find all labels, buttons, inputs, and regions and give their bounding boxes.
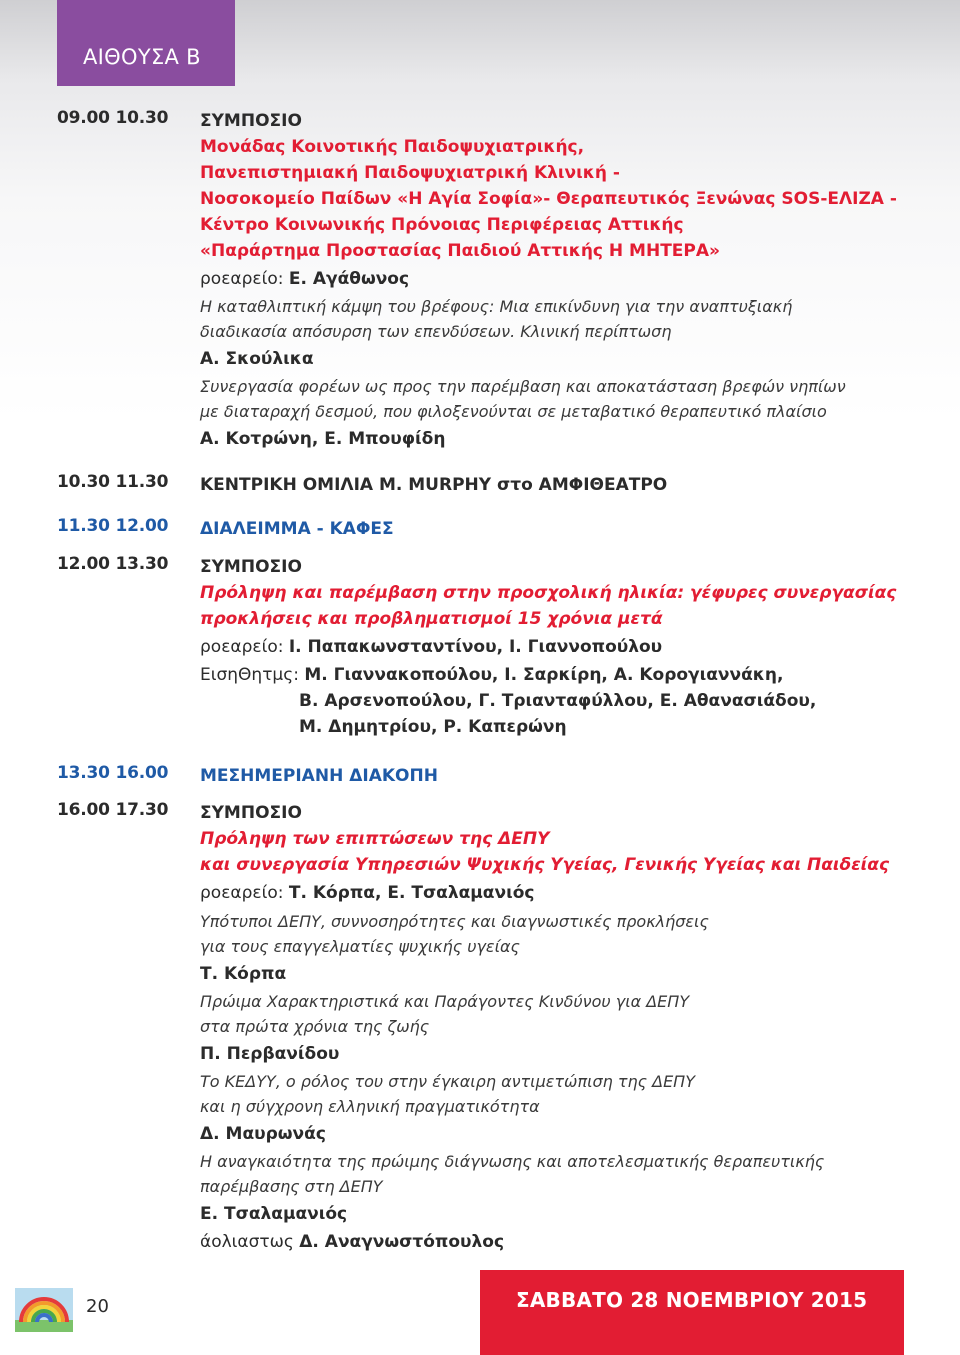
chair-line (200, 634, 937, 660)
session-3 (57, 516, 937, 542)
talk (200, 1069, 937, 1147)
chair-names: Ε. Αγάθωνος (288, 269, 410, 289)
talk-title-line: Πρώιμα Χαρακτηριστικά και Παράγοντες Κινδύνου για ΔΕΠΥ (200, 992, 690, 1011)
chair-label: ροεαρείο: (200, 269, 284, 289)
talk-author: Ε. Τσαλαμανιός (200, 1204, 348, 1224)
page-number: 20 (86, 1296, 109, 1317)
session-heading: ΣΥΜΠΟΣΙΟ (200, 111, 302, 131)
session-title (200, 580, 937, 632)
talk-author: Α. Σκούλικα (200, 349, 314, 369)
session-5 (57, 763, 937, 789)
title-line: Πανεπιστημιακή Παιδοψυχιατρική Κλινική - (200, 163, 620, 183)
talk-title-line: με διαταραχή δεσμού, που φιλοξενούνται σε μεταβατικό θεραπευτικό πλαίσιο (200, 402, 827, 421)
title-line: «Παράρτημα Προστασίας Παιδιού Αττικής Η ΜΗΤΕΡΑ» (200, 241, 721, 261)
talk-title-line: και η σύγχρονη ελληνική πραγματικότητα (200, 1097, 540, 1116)
discussant-line (200, 1229, 937, 1255)
title-line: Πρόληψη των επιπτώσεων της ΔΕΠΥ (200, 829, 550, 849)
talk-title-line: για τους επαγγελματίες ψυχικής υγείας (200, 937, 520, 956)
rainbow-logo-icon (15, 1288, 73, 1332)
session-title (200, 826, 937, 878)
talk (200, 374, 937, 452)
talk (200, 1149, 937, 1227)
talk-author: Τ. Κόρπα (200, 964, 287, 984)
talk (200, 909, 937, 987)
chair-names: Ι. Παπακωνσταντίνου, Ι. Γιαννοπούλου (288, 637, 663, 657)
chair-line (200, 266, 937, 292)
talk-title-line: παρέμβασης στη ΔΕΠΥ (200, 1177, 383, 1196)
chair-names: Τ. Κόρπα, Ε. Τσαλαμανιός (288, 883, 535, 903)
session-heading: ΣΥΜΠΟΣΙΟ (200, 557, 302, 577)
session-time: 11.30 12.00 (57, 516, 169, 536)
discussant-label: άολιαστως (200, 1232, 294, 1252)
talk-title-line: Συνεργασία φορέων ως προς την παρέμβαση και αποκατάσταση βρεφών νηπίων (200, 377, 846, 396)
session-time: 10.30 11.30 (57, 472, 169, 492)
session-6 (57, 800, 937, 1255)
talk-title-line: Η αναγκαιότητα της πρώιμης διάγνωσης και αποτελεσματικής θεραπευτικής (200, 1152, 825, 1171)
talk-title-line: Το ΚΕΔΥΥ, ο ρόλος του στην έγκαιρη αντιμετώπιση της ΔΕΠΥ (200, 1072, 695, 1091)
title-line: Κέντρο Κοινωνικής Πρόνοιας Περιφέρειας Αττικής (200, 215, 684, 235)
session-heading: ΣΥΜΠΟΣΙΟ (200, 803, 302, 823)
speakers-line: Μ. Γιαννακοπούλου, Ι. Σαρκίρη, Α. Κορογιαννάκη, (304, 665, 784, 685)
talk-title-line: Υπότυποι ΔΕΠΥ, συννοσηρότητες και διαγνωστικές προκλήσεις (200, 912, 709, 931)
session-title (200, 134, 937, 264)
title-line: προκλήσεις και προβληματισμοί 15 χρόνια μετά (200, 609, 663, 629)
session-heading: ΚΕΝΤΡΙΚΗ ΟΜΙΛΙΑ M. MURPHY στο ΑΜΦΙΘΕΑΤΡΟ (200, 475, 668, 495)
speakers-line: Β. Αρσενοπούλου, Γ. Τριανταφύλλου, Ε. Αθανασιάδου, (299, 691, 817, 711)
session-heading: ΔΙΑΛΕΙΜΜΑ - ΚΑΦΕΣ (200, 519, 394, 539)
session-4 (57, 554, 937, 740)
title-line: και συνεργασία Υπηρεσιών Ψυχικής Υγείας, Γενικής Υγείας και Παιδείας (200, 855, 890, 875)
talk-author: Π. Περβανίδου (200, 1044, 340, 1064)
speakers (200, 662, 937, 740)
talk (200, 989, 937, 1067)
session-2 (57, 472, 937, 498)
title-line: Νοσοκομείο Παίδων «Η Αγία Σοφία»- Θεραπευτικός Ξενώνας SOS-ΕΛΙΖΑ - (200, 189, 897, 209)
session-1 (57, 108, 937, 452)
session-time: 12.00 13.30 (57, 554, 169, 574)
chair-label: ροεαρείο: (200, 637, 284, 657)
speakers-line: Μ. Δημητρίου, Ρ. Καπερώνη (299, 717, 567, 737)
date-badge: ΣΑΒΒΑΤΟ 28 ΝΟΕΜΒΡΙΟΥ 2015 (480, 1270, 904, 1355)
session-time: 16.00 17.30 (57, 800, 169, 820)
chair-label: ροεαρείο: (200, 883, 284, 903)
talk (200, 294, 937, 372)
speakers-label: ΕισηΘητμς: (200, 665, 299, 685)
talk-title-line: Η καταθλιπτική κάμψη του βρέφους: Μια επικίνδυνη για την αναπτυξιακή (200, 297, 793, 316)
chair-line (200, 880, 937, 906)
session-time: 09.00 10.30 (57, 108, 169, 128)
discussant-name: Δ. Αναγνωστόπουλος (299, 1232, 505, 1252)
title-line: Πρόληψη και παρέμβαση στην προσχολική ηλικία: γέφυρες συνεργασίας (200, 583, 897, 603)
session-time: 13.30 16.00 (57, 763, 169, 783)
talk-author: Α. Κοτρώνη, Ε. Μπουφίδη (200, 429, 446, 449)
title-line: Μονάδας Κοινοτικής Παιδοψυχιατρικής, (200, 137, 585, 157)
talk-author: Δ. Μαυρωνάς (200, 1124, 326, 1144)
session-heading: ΜΕΣΗΜΕΡΙΑΝΗ ΔΙΑΚΟΠΗ (200, 766, 438, 786)
hall-label: ΑΙΘΟΥΣΑ Β (57, 0, 235, 86)
talk-title-line: στα πρώτα χρόνια της ζωής (200, 1017, 430, 1036)
talk-title-line: διαδικασία απόσυρση των επενδύσεων. Κλινική περίπτωση (200, 322, 672, 341)
